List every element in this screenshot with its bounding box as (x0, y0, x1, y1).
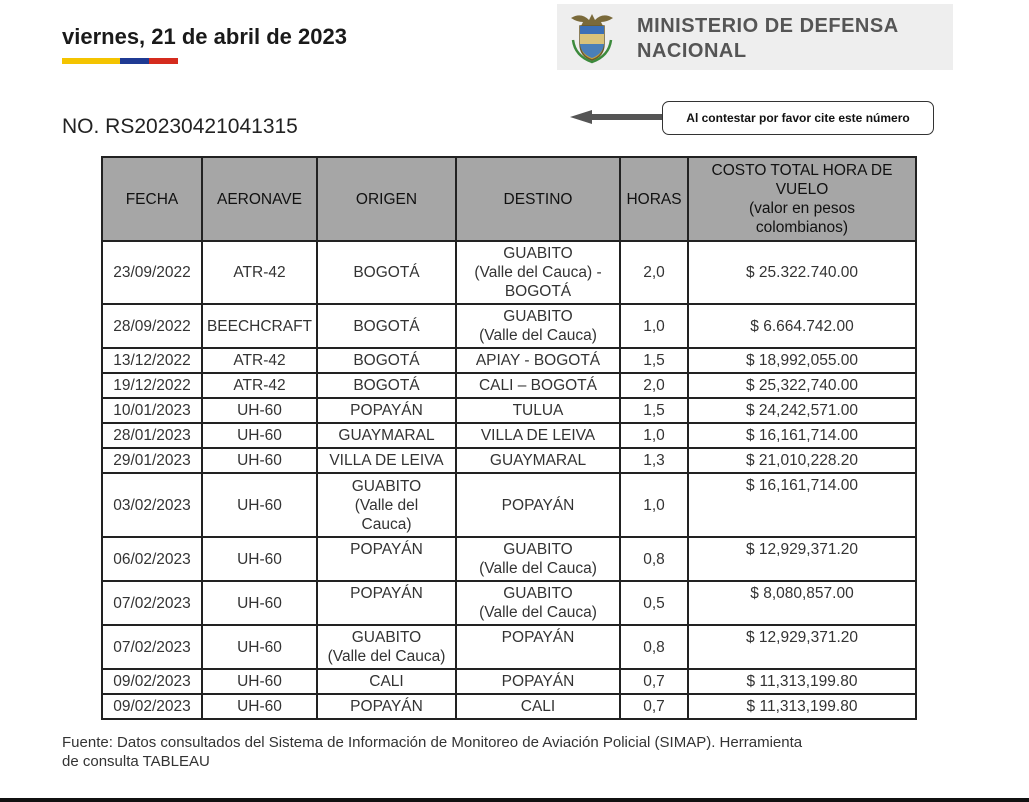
cell-horas: 0,8 (620, 537, 688, 581)
cell-origen: BOGOTÁ (317, 304, 456, 348)
table-header-row (102, 157, 916, 241)
cell-horas: 1,5 (620, 398, 688, 423)
cell-destino: POPAYÁN (456, 473, 620, 537)
table-row (102, 373, 916, 398)
table-row (102, 625, 916, 669)
cell-horas: 2,0 (620, 373, 688, 398)
arrow-left-icon (570, 109, 664, 125)
header-horas: HORAS (620, 157, 688, 241)
table-row (102, 473, 916, 537)
cell-destino: GUABITO (Valle del Cauca) - BOGOTÁ (456, 241, 620, 304)
header-costo-line: COSTO TOTAL HORA DE (711, 162, 893, 179)
cell-horas: 0,7 (620, 669, 688, 694)
cell-aeronave: UH-60 (202, 448, 317, 473)
cell-fecha: 06/02/2023 (102, 537, 202, 581)
cell-horas: 0,8 (620, 625, 688, 669)
header-costo-line: VUELO (775, 181, 829, 198)
cell-aeronave: UH-60 (202, 581, 317, 625)
cell-horas: 0,5 (620, 581, 688, 625)
header-origen: ORIGEN (317, 157, 456, 241)
cell-destino: GUABITO (Valle del Cauca) (456, 537, 620, 581)
cell-destino: POPAYÁN (456, 625, 620, 669)
table-row (102, 669, 916, 694)
table-row (102, 448, 916, 473)
cell-horas: 1,5 (620, 348, 688, 373)
cell-origen: BOGOTÁ (317, 373, 456, 398)
table-row (102, 348, 916, 373)
cell-destino: GUAYMARAL (456, 448, 620, 473)
source-note (62, 733, 962, 771)
source-note-line-1: Fuente: Datos consultados del Sistema de Información de Monitoreo de Aviación Policial (SIMAP). Herramienta (62, 734, 803, 751)
cell-costo: $ 24,242,571.00 (688, 398, 916, 423)
table-row (102, 304, 916, 348)
cell-aeronave: ATR-42 (202, 348, 317, 373)
cell-origen: POPAYÁN (317, 581, 456, 625)
table-row (102, 537, 916, 581)
cell-fecha: 23/09/2022 (102, 241, 202, 304)
cell-aeronave: BEECHCRAFT (202, 304, 317, 348)
cell-destino: VILLA DE LEIVA (456, 423, 620, 448)
cell-costo: $ 18,992,055.00 (688, 348, 916, 373)
cell-costo: $ 12,929,371.20 (688, 625, 916, 669)
table-row (102, 241, 916, 304)
cite-number-note: Al contestar por favor cite este número (662, 101, 934, 135)
table-row (102, 694, 916, 719)
cell-fecha: 19/12/2022 (102, 373, 202, 398)
cell-origen: POPAYÁN (317, 537, 456, 581)
table-row (102, 581, 916, 625)
cell-aeronave: UH-60 (202, 423, 317, 448)
flights-table (101, 156, 917, 720)
cell-fecha: 10/01/2023 (102, 398, 202, 423)
cell-aeronave: UH-60 (202, 694, 317, 719)
header-destino: DESTINO (456, 157, 620, 241)
cell-origen: BOGOTÁ (317, 241, 456, 304)
table-row (102, 423, 916, 448)
cell-destino: TULUA (456, 398, 620, 423)
cell-destino: CALI – BOGOTÁ (456, 373, 620, 398)
cell-fecha: 13/12/2022 (102, 348, 202, 373)
ministry-line-2: NACIONAL (637, 40, 747, 62)
source-note-line-2: de consulta TABLEAU (62, 753, 210, 770)
cell-costo: $ 16,161,714.00 (688, 473, 916, 537)
cell-destino: GUABITO (Valle del Cauca) (456, 581, 620, 625)
header-costo-line: (valor en pesos (749, 200, 855, 217)
cell-horas: 1,0 (620, 304, 688, 348)
cell-horas: 1,0 (620, 473, 688, 537)
cell-horas: 0,7 (620, 694, 688, 719)
cell-aeronave: ATR-42 (202, 241, 317, 304)
cell-aeronave: ATR-42 (202, 373, 317, 398)
cell-aeronave: UH-60 (202, 625, 317, 669)
colombia-flag-stripe (62, 58, 178, 64)
cell-origen: GUABITO (Valle del Cauca) (317, 625, 456, 669)
header-costo (688, 157, 916, 241)
cell-fecha: 07/02/2023 (102, 581, 202, 625)
cell-fecha: 28/09/2022 (102, 304, 202, 348)
cell-origen: GUABITO (Valle del Cauca) (317, 473, 456, 537)
cell-costo: $ 25,322,740.00 (688, 373, 916, 398)
cell-fecha: 09/02/2023 (102, 669, 202, 694)
cell-origen: GUAYMARAL (317, 423, 456, 448)
header-costo-line: colombianos) (755, 219, 849, 236)
cell-costo: $ 8,080,857.00 (688, 581, 916, 625)
cell-costo: $ 21,010,228.20 (688, 448, 916, 473)
cell-origen: POPAYÁN (317, 398, 456, 423)
cell-destino: POPAYÁN (456, 669, 620, 694)
cell-aeronave: UH-60 (202, 537, 317, 581)
ministry-header (557, 4, 953, 70)
cell-origen: POPAYÁN (317, 694, 456, 719)
cell-aeronave: UH-60 (202, 398, 317, 423)
cell-horas: 1,3 (620, 448, 688, 473)
header-fecha: FECHA (102, 157, 202, 241)
cell-fecha: 29/01/2023 (102, 448, 202, 473)
cell-horas: 2,0 (620, 241, 688, 304)
cell-aeronave: UH-60 (202, 669, 317, 694)
ministry-name (637, 14, 899, 64)
coat-of-arms-icon (567, 10, 617, 64)
cell-costo: $ 6.664.742.00 (688, 304, 916, 348)
cell-costo: $ 16,161,714.00 (688, 423, 916, 448)
header-aeronave: AERONAVE (202, 157, 317, 241)
cell-costo: $ 11,313,199.80 (688, 694, 916, 719)
reference-number: NO. RS20230421041315 (62, 115, 298, 138)
cell-origen: BOGOTÁ (317, 348, 456, 373)
cell-horas: 1,0 (620, 423, 688, 448)
table-row (102, 398, 916, 423)
cell-fecha: 07/02/2023 (102, 625, 202, 669)
cell-fecha: 09/02/2023 (102, 694, 202, 719)
cell-destino: CALI (456, 694, 620, 719)
cell-costo: $ 11,313,199.80 (688, 669, 916, 694)
cell-destino: GUABITO (Valle del Cauca) (456, 304, 620, 348)
bottom-divider (0, 798, 1029, 802)
cell-destino: APIAY - BOGOTÁ (456, 348, 620, 373)
cell-fecha: 28/01/2023 (102, 423, 202, 448)
cell-origen: VILLA DE LEIVA (317, 448, 456, 473)
ministry-line-1: MINISTERIO DE DEFENSA (637, 15, 899, 37)
document-date: viernes, 21 de abril de 2023 (62, 24, 347, 49)
cell-fecha: 03/02/2023 (102, 473, 202, 537)
cell-aeronave: UH-60 (202, 473, 317, 537)
cell-origen: CALI (317, 669, 456, 694)
cell-costo: $ 12,929,371.20 (688, 537, 916, 581)
cell-costo: $ 25.322.740.00 (688, 241, 916, 304)
